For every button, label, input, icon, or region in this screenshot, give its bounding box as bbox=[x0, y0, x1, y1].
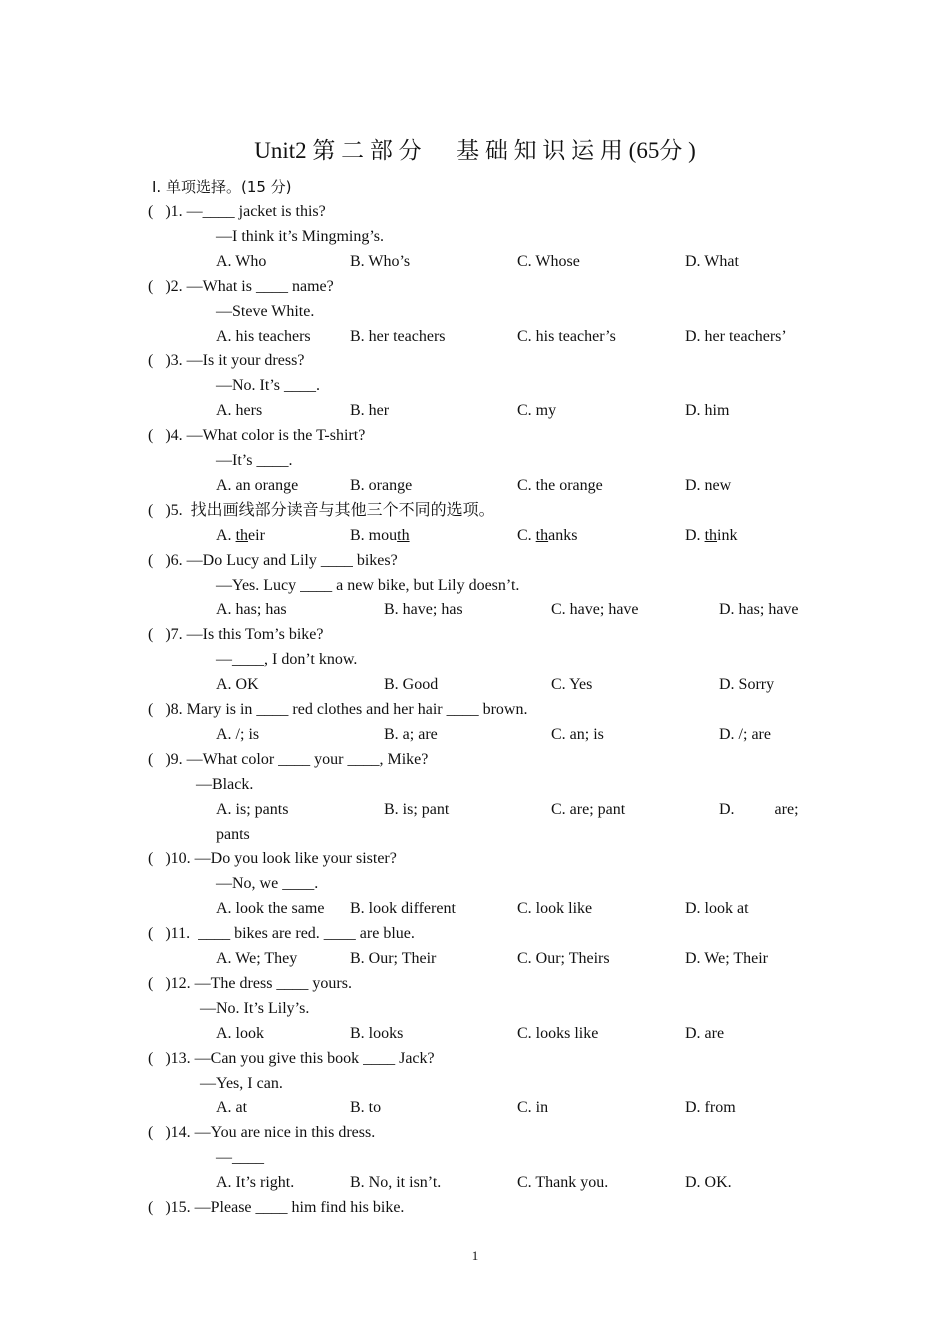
question-stem: ( )7. —Is this Tom’s bike? bbox=[148, 626, 324, 644]
question-stem: ( )15. —Please ____ him find his bike. bbox=[148, 1199, 405, 1216]
page-title: Unit2 第 二 部 分 基 础 知 识 运 用 (65分 ) bbox=[254, 138, 696, 163]
answer-line: —Steve White. bbox=[216, 302, 315, 320]
question-stem: ( )2. —What is ____ name? bbox=[148, 277, 334, 295]
option: D. him bbox=[685, 402, 730, 420]
answer-line: —No. It’s ____. bbox=[216, 377, 320, 395]
option: C. have; have bbox=[551, 601, 639, 619]
option: C. Whose bbox=[517, 252, 580, 270]
option: D. are bbox=[685, 1024, 725, 1042]
option: A. is; pants bbox=[216, 800, 289, 818]
question-stem: ( )10. —Do you look like your sister? bbox=[148, 850, 397, 868]
option: B. look different bbox=[350, 900, 456, 918]
option: C. thanks bbox=[517, 526, 578, 544]
option: A. an orange bbox=[216, 476, 299, 494]
option: A. at bbox=[216, 1099, 248, 1117]
underlined-letters: th bbox=[235, 526, 249, 544]
option: A. his teachers bbox=[216, 327, 311, 345]
option: B. No, it isn’t. bbox=[350, 1174, 442, 1192]
option: D. We; Their bbox=[685, 950, 768, 967]
option: B. orange bbox=[350, 476, 413, 494]
question-stem: ( )1. —____ jacket is this? bbox=[148, 203, 326, 220]
option-wrap: pants bbox=[216, 825, 250, 843]
answer-line: —I think it’s Mingming’s. bbox=[216, 227, 385, 245]
option: A. /; is bbox=[216, 725, 260, 743]
section-heading: Ⅰ. 单项选择。(15 分) bbox=[152, 178, 292, 196]
option: A. hers bbox=[216, 402, 263, 420]
option: C. an; is bbox=[551, 725, 604, 743]
option: B. Our; Their bbox=[350, 950, 437, 967]
underlined-letters: th bbox=[704, 526, 718, 544]
option: C. in bbox=[517, 1099, 549, 1117]
option: A. look the same bbox=[216, 900, 325, 918]
option: B. her bbox=[350, 402, 390, 420]
option: C. his teacher’s bbox=[517, 327, 616, 345]
answer-line: —____, I don’t know. bbox=[216, 651, 358, 669]
page-number: 1 bbox=[471, 1248, 479, 1263]
option: B. looks bbox=[350, 1024, 404, 1042]
question-stem: ( )4. —What color is the T-shirt? bbox=[148, 427, 366, 445]
option: A. It’s right. bbox=[216, 1174, 295, 1192]
option: B. is; pant bbox=[384, 800, 450, 818]
question-stem: ( )5. 找出画线部分读音与其他三个不同的选项。 bbox=[148, 501, 495, 519]
answer-line: —No, we ____. bbox=[216, 875, 319, 893]
option: D. her teachers’ bbox=[685, 327, 787, 345]
question-stem: ( )6. —Do Lucy and Lily ____ bikes? bbox=[148, 551, 398, 569]
option: B. her teachers bbox=[350, 327, 446, 345]
option: C. the orange bbox=[517, 476, 603, 494]
answer-line: —Yes. Lucy ____ a new bike, but Lily doesn’t. bbox=[216, 576, 520, 594]
option: A. We; They bbox=[216, 950, 298, 967]
option: C. Our; Theirs bbox=[517, 950, 610, 967]
option: D. Sorry bbox=[719, 676, 775, 694]
option: A. Who bbox=[216, 252, 267, 270]
question-stem: ( )14. —You are nice in this dress. bbox=[148, 1124, 376, 1142]
option: C. Thank you. bbox=[517, 1174, 609, 1192]
option: B. Good bbox=[384, 676, 439, 694]
answer-line: —No. It’s Lily’s. bbox=[200, 999, 310, 1017]
question-stem: ( )13. —Can you give this book ____ Jack? bbox=[148, 1049, 435, 1067]
option: D. are; bbox=[719, 800, 799, 818]
answer-line: —Yes, I can. bbox=[200, 1074, 283, 1092]
underlined-letters: th bbox=[535, 526, 549, 544]
option: A. look bbox=[216, 1024, 264, 1042]
option: B. to bbox=[350, 1099, 382, 1117]
option: D. has; have bbox=[719, 601, 799, 619]
option: B. mouth bbox=[350, 526, 410, 544]
option: D. /; are bbox=[719, 725, 771, 743]
answer-line: —It’s ____. bbox=[216, 452, 293, 469]
underlined-letters: th bbox=[397, 526, 410, 544]
option: D. OK. bbox=[685, 1174, 732, 1192]
option: D. from bbox=[685, 1099, 736, 1117]
option: C. are; pant bbox=[551, 800, 626, 818]
option: A. has; has bbox=[216, 601, 287, 619]
option: D. think bbox=[685, 526, 738, 544]
question-stem: ( )12. —The dress ____ yours. bbox=[148, 974, 352, 992]
option: D. new bbox=[685, 476, 732, 494]
question-stem: ( )9. —What color ____ your ____, Mike? bbox=[148, 750, 429, 768]
option: B. Who’s bbox=[350, 252, 411, 270]
option: B. a; are bbox=[384, 725, 438, 743]
question-stem: ( )8. Mary is in ____ red clothes and her hair ____ brown. bbox=[148, 701, 528, 718]
option: A. OK bbox=[216, 676, 259, 694]
option: C. Yes bbox=[551, 676, 593, 694]
option: D. What bbox=[685, 252, 739, 270]
option: D. look at bbox=[685, 900, 749, 918]
option: C. my bbox=[517, 402, 557, 420]
answer-line: —Black. bbox=[196, 775, 254, 793]
question-stem: ( )3. —Is it your dress? bbox=[148, 352, 305, 370]
option: C. looks like bbox=[517, 1024, 599, 1042]
question-stem: ( )11. ____ bikes are red. ____ are blue. bbox=[148, 925, 415, 943]
answer-line: —____ bbox=[216, 1149, 264, 1167]
option: C. look like bbox=[517, 900, 593, 918]
option: B. have; has bbox=[384, 601, 463, 619]
option: A. their bbox=[216, 526, 265, 544]
